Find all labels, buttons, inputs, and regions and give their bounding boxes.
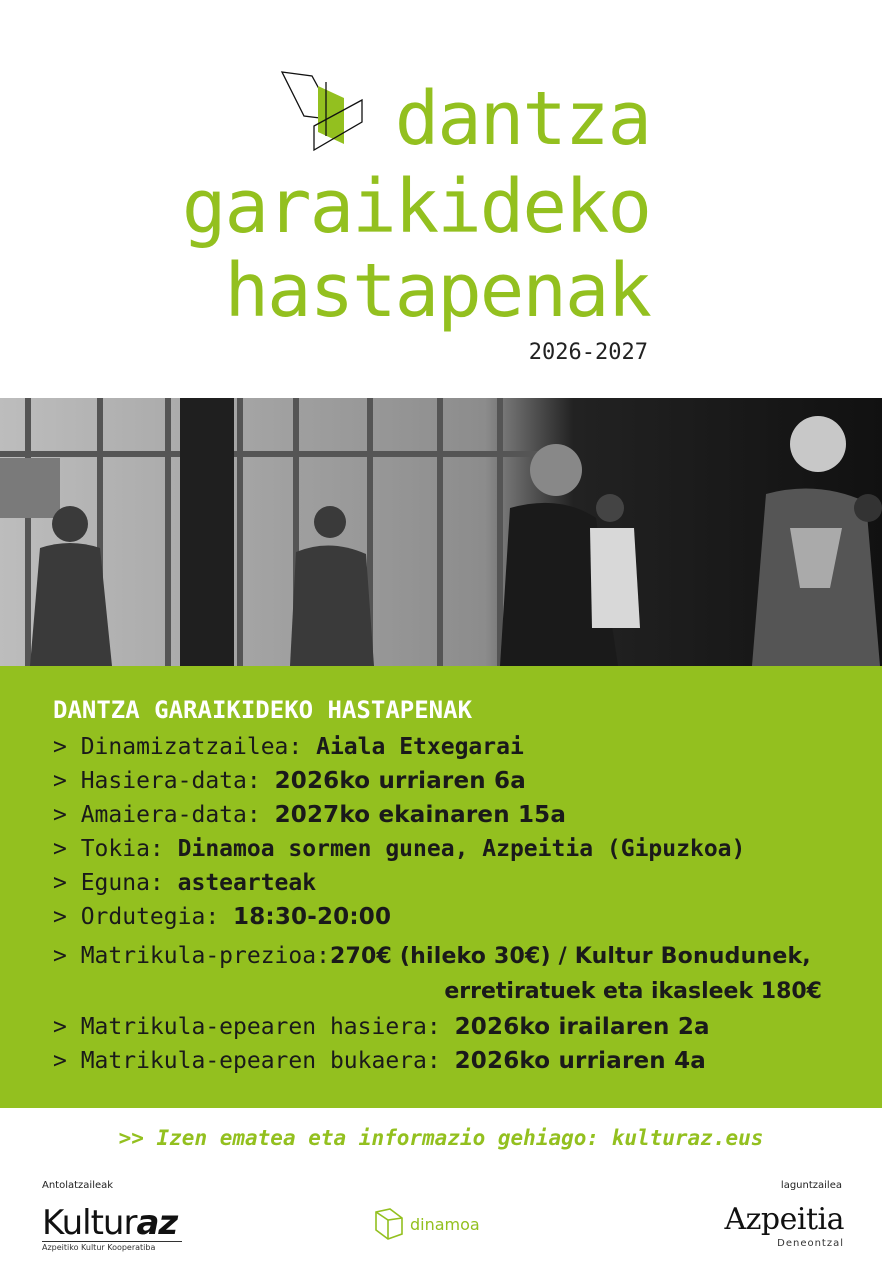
- row-value: 18:30-20:00: [233, 904, 392, 930]
- sponsor-label: laguntzailea: [780, 1180, 842, 1191]
- row-value: Aiala Etxegarai: [316, 734, 524, 760]
- dancers-photo: [0, 398, 882, 666]
- info-row-ordutegia: [53, 904, 391, 930]
- azpeitia-logo: Azpeitia: [724, 1202, 844, 1237]
- kulturaz-main: Kultur: [42, 1203, 137, 1243]
- row-label: > Matrikula-epearen hasiera:: [53, 1014, 455, 1040]
- row-value: 2026ko urriaren 4a: [454, 1048, 706, 1074]
- info-row-tokia: [53, 836, 745, 862]
- row-label: > Matrikula-epearen bukaera:: [53, 1048, 455, 1074]
- azpeitia-subtitle: Deneontzal: [777, 1238, 844, 1249]
- info-row-hasiera-data: [53, 768, 526, 794]
- row-label: > Eguna:: [53, 870, 178, 896]
- info-row-epe-hasiera: [53, 1014, 710, 1040]
- info-row-amaiera-data: [53, 802, 566, 828]
- dinamoa-logo: [374, 1208, 480, 1240]
- info-row-eguna: [53, 870, 316, 896]
- row-label: > Amaiera-data:: [53, 802, 275, 828]
- season-years: 2026-2027: [528, 340, 648, 365]
- title-line-2: garaikideko: [181, 164, 650, 250]
- kulturaz-accent: az: [136, 1203, 178, 1243]
- info-row-matrikula-prezioa-cont: erretiratuek eta ikasleek 180€: [444, 979, 822, 1004]
- row-label: > Dinamizatzailea:: [53, 734, 317, 760]
- row-label: > Tokia:: [53, 836, 178, 862]
- row-value: 2027ko ekainaren 15a: [274, 802, 567, 828]
- info-row-dinamizatzailea: [53, 734, 524, 760]
- row-value: Dinamoa sormen gunea, Azpeitia (Gipuzkoa): [177, 836, 746, 862]
- row-label: > Matrikula-prezioa:: [53, 943, 330, 969]
- row-value: 2026ko irailaren 2a: [454, 1014, 710, 1040]
- row-value: astearteak: [177, 870, 317, 896]
- info-heading: DANTZA GARAIKIDEKO HASTAPENAK: [53, 696, 473, 724]
- row-value: 270€ (hileko 30€) / Kultur Bonudunek,: [329, 944, 811, 969]
- more-info-link[interactable]: >> Izen ematea eta informazio gehiago: kulturaz.eus: [118, 1126, 764, 1150]
- dinamoa-text: dinamoa: [410, 1214, 480, 1234]
- info-row-matrikula-prezioa: [53, 943, 811, 969]
- row-label: > Ordutegia:: [53, 904, 234, 930]
- row-label: > Hasiera-data:: [53, 768, 275, 794]
- kulturaz-logo: [42, 1203, 177, 1243]
- title-line-3: hastapenak: [224, 248, 650, 334]
- row-value: 2026ko urriaren 6a: [274, 768, 526, 794]
- organizers-label: Antolatzaileak: [42, 1180, 114, 1191]
- dinamoa-cube-icon: [374, 1208, 404, 1240]
- title-line-1: dantza: [394, 76, 650, 162]
- dantza-logo-icon: [278, 70, 364, 152]
- info-row-epe-bukaera: [53, 1048, 706, 1074]
- info-panel: [0, 666, 882, 1108]
- kulturaz-subtitle: Azpeitiko Kultur Kooperatiba: [42, 1241, 182, 1252]
